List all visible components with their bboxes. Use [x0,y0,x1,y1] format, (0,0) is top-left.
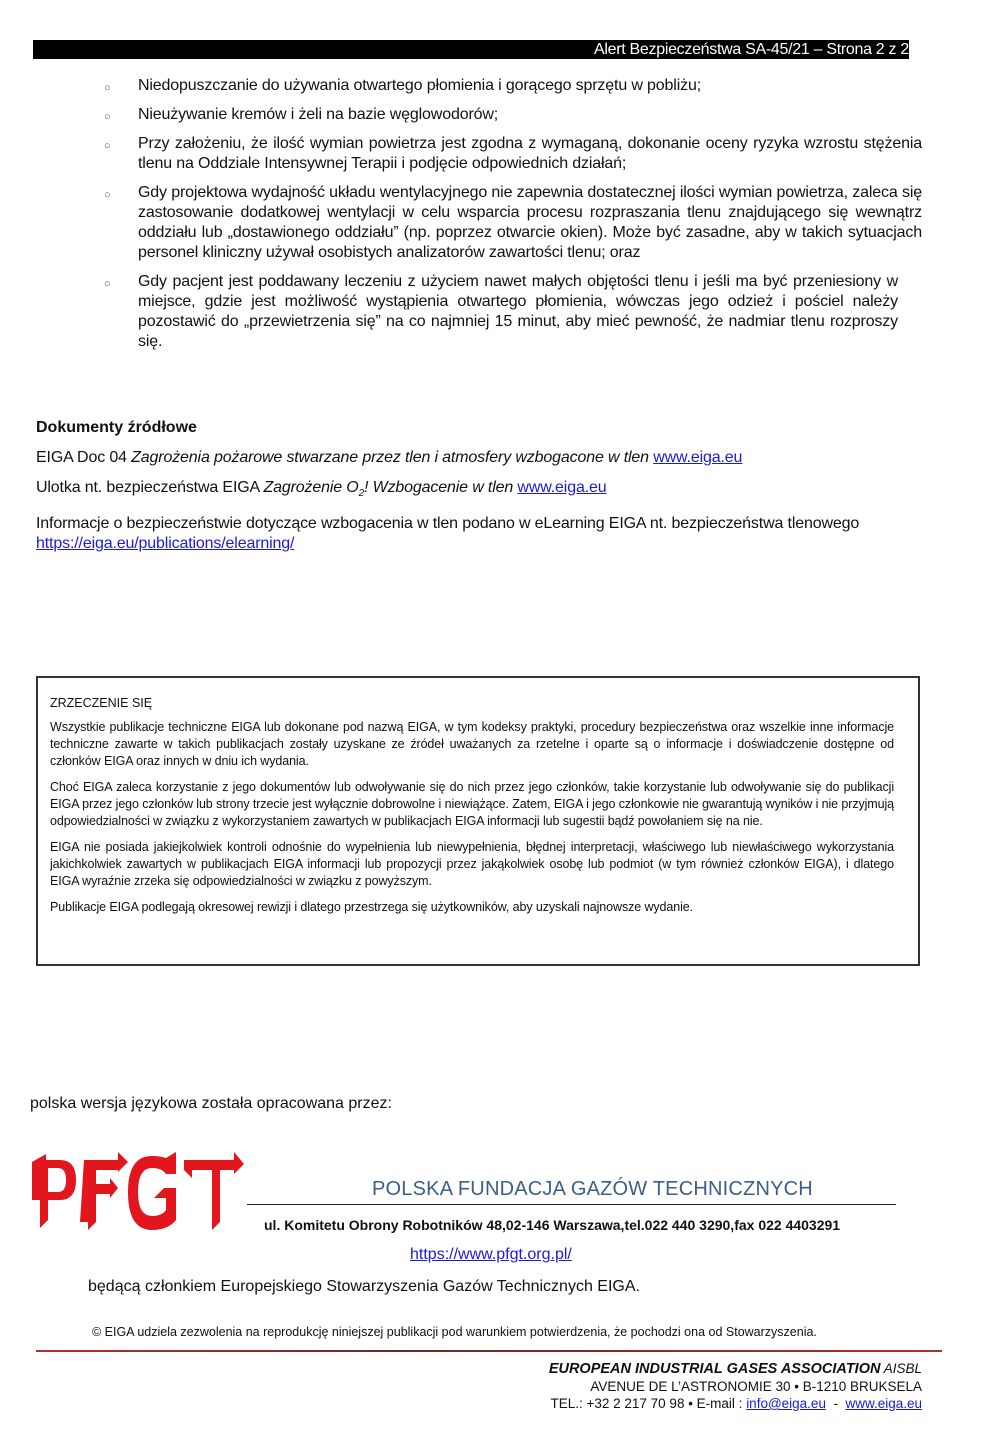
list-item-text: Niedopuszczanie do używania otwartego płomienia i gorącego sprzętu w pobliżu; [138,77,702,94]
source-documents-section [36,418,916,564]
eiga-link[interactable]: www.eiga.eu [517,479,607,496]
footer-tel: TEL.: +32 2 217 70 98 • E-mail : [550,1396,747,1411]
pfgt-logo [26,1150,246,1232]
divider-line [247,1204,896,1205]
copyright-notice: © EIGA udziela zezwolenia na reprodukcję niniejszej publikacji pod warunkiem potwierdzenia, że pochodzi ona od Stowarzyszenia. [92,1325,817,1339]
source-text: EIGA Doc 04 [36,449,132,466]
disclaimer-title: ZRZECZENIE SIĘ [50,696,153,710]
disclaimer-paragraph: EIGA nie posiada jakiejkolwiek kontroli odnośnie do wypełnienia lub niewypełnienia, błędnej interpretacji, właściwego lub niewłaściwego wykorzystania jakichkolwiek zawartych w publikacjach EIGA informacji lub propozycji przez jakąkolwiek osobę lub podmiot (w tym również członków EIGA), i dlatego EIGA wyraźnie zrzeka się odpowiedzialności w związku z powyższym. [50,840,894,888]
pfgt-website-link[interactable]: https://www.pfgt.org.pl/ [410,1246,572,1263]
source-item [36,448,916,468]
footer-separator: - [825,1396,846,1411]
list-item [104,134,922,174]
header-title: Alert Bezpieczeństwa SA-45/21 – Strona 2 z 2 [594,41,909,58]
subscript: 2 [358,488,365,500]
association-name: EUROPEAN INDUSTRIAL GASES ASSOCIATION [548,1361,881,1377]
list-item-text: Gdy projektowa wydajność układu wentylacyjnego nie zapewnia dostatecznej ilości wymian powietrza, zaleca się zastosowanie dodatkowej wentylacji w celu wsparcia procesu rozpraszania tlenu znajdującego się wewnątrz oddziału lub „dostawionego oddziału” (np. poprzez otwarcie okien). Może być zasadne, aby w takich sytuacjach personel kliniczny używał osobistych analizatorów zawartości tlenu; oraz [138,184,922,261]
association-suffix: AISBL [880,1361,922,1376]
translation-intro: polska wersja językowa została opracowana przez: [30,1095,392,1112]
logo-letter-t [184,1152,244,1230]
bullet-circle-icon: ○ [104,82,111,94]
page-header-bar [33,40,909,59]
eiga-website-link[interactable]: www.eiga.eu [845,1396,922,1411]
list-item-text: Przy założeniu, że ilość wymian powietrza jest zgodna z wymaganą, dokonanie oceny ryzyka wzrostu stężenia tlenu na Oddziale Intensywnej Terapii i podjęcie odpowiednich działań; [138,135,922,172]
logo-letter-g [128,1152,176,1230]
list-item-text: Gdy pacjent jest poddawany leczeniu z użyciem nawet małych objętości tlenu i jeśli ma być przeniesiony w miejsce, gdzie jest możliwość wystąpienia otwartego płomienia, wówczas jego odzież i pościel należy pozostawić do „przewietrzenia się” na co najmniej 15 minut, aby mieć pewność, że nadmiar tlenu rozproszy się. [138,273,898,350]
organization-name: POLSKA FUNDACJA GAZÓW TECHNICZNYCH [372,1178,813,1200]
email-link[interactable]: info@eiga.eu [746,1396,826,1411]
list-item [104,105,922,125]
footer [549,1360,922,1412]
source-title-cont: ! Wzbogacenie w tlen [364,479,514,496]
organization-url-wrap [410,1246,572,1264]
organization-address: ul. Komitetu Obrony Robotników 48,02-146 Warszawa,tel.022 440 3290,fax 022 4403291 [264,1217,841,1233]
disclaimer-paragraph: Publikacje EIGA podlegają okresowej rewizji i dlatego przestrzega się użytkowników, aby uzyskali najnowsze wydanie. [50,900,693,914]
footer-divider [36,1350,942,1352]
source-title: Zagrożenia pożarowe stwarzane przez tlen i atmosfery wzbogacone w tlen [131,449,649,466]
bullet-circle-icon: ○ [104,278,111,290]
eiga-link[interactable]: www.eiga.eu [653,449,743,466]
disclaimer-paragraph: Choć EIGA zaleca korzystanie z jego dokumentów lub odwoływanie się do nich przez jego członków, takie korzystanie lub odwoływanie się do publikacji EIGA przez jego członków lub strony trzecie jest wyłącznie dobrowolne i niewiążące. Zatem, EIGA i jego członkowie nie gwarantują wyników i nie przyjmują odpowiedzialności w związku z wykorzystaniem zawartych w publikacjach EIGA informacji lub sugestii bądź powołaniem się na nie. [50,780,894,828]
source-text: Informacje o bezpieczeństwie dotyczące wzbogacenia w tlen podano w eLearning EIGA nt. bezpieczeństwa tlenowego [36,515,860,533]
source-text: Ulotka nt. bezpieczeństwa EIGA [36,479,264,496]
list-item-text: Nieużywanie kremów i żeli na bazie węglowodorów; [138,106,499,123]
footer-association-line [549,1360,922,1378]
logo-letter-p [32,1154,76,1228]
elearning-link[interactable]: https://eiga.eu/publications/elearning/ [36,535,295,553]
disclaimer-box [36,676,920,966]
bullet-circle-icon: ○ [104,140,111,152]
footer-contact-line [549,1395,922,1412]
membership-statement: będącą członkiem Europejskiego Stowarzyszenia Gazów Technicznych EIGA. [88,1278,640,1295]
bullet-circle-icon: ○ [104,111,111,123]
source-item [36,478,916,504]
disclaimer-paragraph: Wszystkie publikacje techniczne EIGA lub dokonane pod nazwą EIGA, w tym kodeksy praktyki, procedury bezpieczeństwa oraz wszelkie inne informacje techniczne zawarte w takich publikacjach zostały uzyskane ze źródeł uważanych za rzetelne i oparte są o informacje i doświadczenie dostępne od członków EIGA oraz innych w dniu ich wydania. [50,720,894,768]
logo-letter-f [80,1152,128,1230]
list-item [104,76,922,96]
footer-address: AVENUE DE L’ASTRONOMIE 30 • B-1210 BRUKSELA [590,1379,922,1394]
section-heading: Dokumenty źródłowe [36,419,197,436]
source-item [36,514,916,554]
bullet-circle-icon: ○ [104,189,111,201]
list-item [104,272,898,352]
recommendations-list [104,76,922,361]
source-title: Zagrożenie O [263,479,359,496]
list-item [104,183,922,263]
